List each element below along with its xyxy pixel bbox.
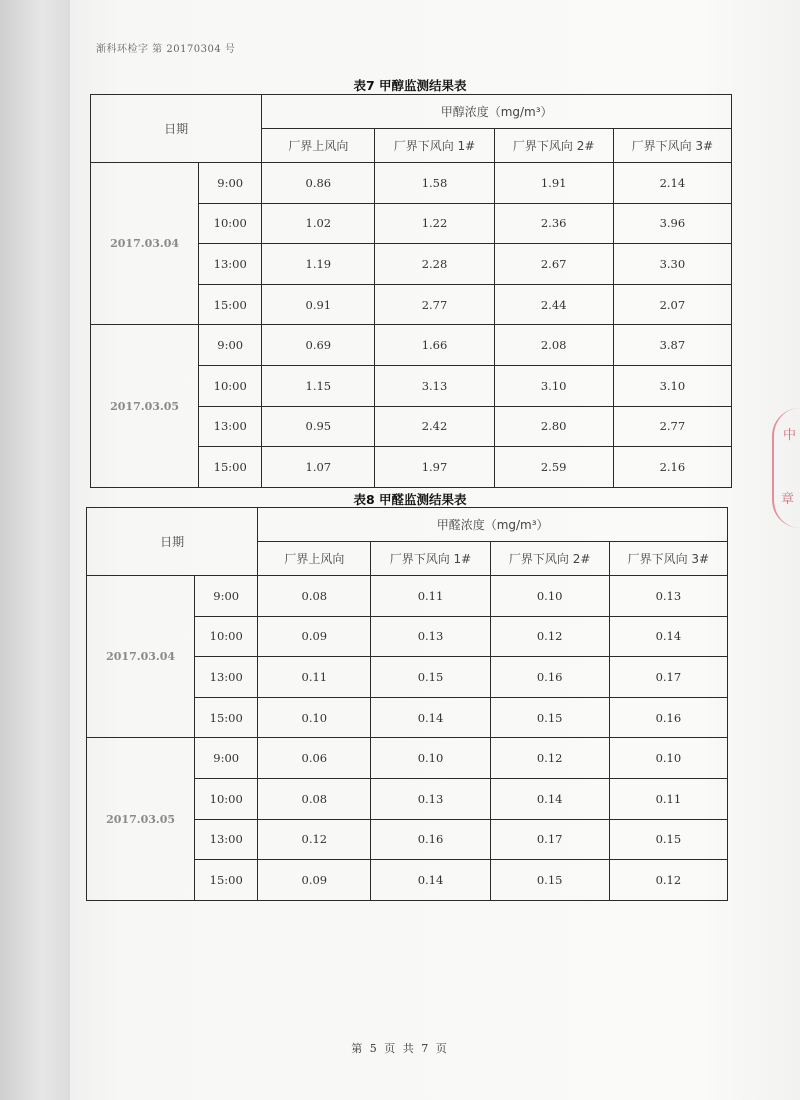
stamp-char-1: 中 bbox=[782, 428, 796, 443]
value-cell: 2.16 bbox=[613, 447, 731, 488]
table-row bbox=[87, 576, 728, 617]
value-cell: 3.10 bbox=[613, 365, 731, 406]
value-cell: 0.06 bbox=[258, 738, 371, 779]
value-cell: 0.13 bbox=[371, 778, 490, 819]
value-cell: 2.08 bbox=[494, 325, 613, 366]
column-header: 厂界下风向 3# bbox=[613, 129, 731, 163]
table-row bbox=[87, 738, 728, 779]
value-cell: 0.12 bbox=[258, 819, 371, 860]
value-cell: 3.96 bbox=[613, 203, 731, 244]
value-cell: 0.14 bbox=[371, 697, 490, 738]
value-cell: 0.12 bbox=[609, 860, 727, 901]
value-cell: 3.87 bbox=[613, 325, 731, 366]
value-cell: 0.14 bbox=[609, 616, 727, 657]
time-cell: 10:00 bbox=[199, 365, 262, 406]
time-cell: 10:00 bbox=[199, 203, 262, 244]
stamp-char-2: 章 bbox=[780, 492, 794, 507]
value-cell: 0.08 bbox=[258, 778, 371, 819]
value-cell: 1.91 bbox=[494, 163, 613, 204]
time-cell: 13:00 bbox=[199, 244, 262, 285]
value-cell: 0.16 bbox=[609, 697, 727, 738]
value-cell: 1.15 bbox=[262, 365, 375, 406]
column-header: 厂界下风向 2# bbox=[494, 129, 613, 163]
table-row bbox=[91, 163, 732, 204]
time-cell: 15:00 bbox=[195, 697, 258, 738]
binding-spine bbox=[0, 0, 70, 1100]
value-cell: 1.66 bbox=[375, 325, 494, 366]
time-cell: 10:00 bbox=[195, 616, 258, 657]
report-number-header: 渐科环检字 第 20170304 号 bbox=[96, 44, 236, 55]
page-footer: 第 5 页 共 7 页 bbox=[351, 1042, 449, 1055]
value-cell: 2.77 bbox=[613, 406, 731, 447]
value-cell: 1.97 bbox=[375, 447, 494, 488]
value-cell: 0.12 bbox=[490, 738, 609, 779]
value-cell: 0.86 bbox=[262, 163, 375, 204]
time-cell: 13:00 bbox=[195, 819, 258, 860]
value-cell: 3.10 bbox=[494, 365, 613, 406]
value-cell: 0.17 bbox=[490, 819, 609, 860]
value-cell: 3.13 bbox=[375, 365, 494, 406]
value-cell: 0.10 bbox=[258, 697, 371, 738]
value-cell: 2.67 bbox=[494, 244, 613, 285]
value-cell: 1.58 bbox=[375, 163, 494, 204]
value-cell: 0.12 bbox=[490, 616, 609, 657]
time-cell: 15:00 bbox=[199, 284, 262, 325]
column-header: 厂界下风向 3# bbox=[609, 542, 727, 576]
value-cell: 0.15 bbox=[490, 860, 609, 901]
value-cell: 1.07 bbox=[262, 447, 375, 488]
date-cell: 2017.03.04 bbox=[87, 576, 195, 738]
value-cell: 0.14 bbox=[490, 778, 609, 819]
header-row bbox=[91, 95, 732, 129]
time-cell: 10:00 bbox=[195, 778, 258, 819]
table8-caption: 表8 甲醛监测结果表 bbox=[353, 492, 467, 507]
value-cell: 0.16 bbox=[490, 657, 609, 698]
value-cell: 0.10 bbox=[371, 738, 490, 779]
concentration-group-header: 甲醛浓度（mg/m³） bbox=[258, 508, 728, 542]
value-cell: 0.15 bbox=[609, 819, 727, 860]
value-cell: 0.13 bbox=[609, 576, 727, 617]
value-cell: 2.14 bbox=[613, 163, 731, 204]
time-cell: 15:00 bbox=[195, 860, 258, 901]
value-cell: 0.09 bbox=[258, 860, 371, 901]
value-cell: 0.95 bbox=[262, 406, 375, 447]
value-cell: 0.13 bbox=[371, 616, 490, 657]
formaldehyde-results-table bbox=[86, 507, 728, 901]
value-cell: 2.80 bbox=[494, 406, 613, 447]
time-cell: 9:00 bbox=[199, 325, 262, 366]
value-cell: 0.15 bbox=[490, 697, 609, 738]
methanol-results-table bbox=[90, 94, 732, 488]
column-header: 厂界下风向 1# bbox=[375, 129, 494, 163]
date-cell: 2017.03.04 bbox=[91, 163, 199, 325]
date-cell: 2017.03.05 bbox=[87, 738, 195, 900]
value-cell: 0.10 bbox=[609, 738, 727, 779]
column-header: 厂界上风向 bbox=[262, 129, 375, 163]
table7-caption: 表7 甲醇监测结果表 bbox=[353, 78, 467, 93]
value-cell: 3.30 bbox=[613, 244, 731, 285]
column-header: 厂界下风向 2# bbox=[490, 542, 609, 576]
time-cell: 15:00 bbox=[199, 447, 262, 488]
value-cell: 2.44 bbox=[494, 284, 613, 325]
time-cell: 9:00 bbox=[195, 738, 258, 779]
table-row bbox=[91, 325, 732, 366]
concentration-group-header: 甲醇浓度（mg/m³） bbox=[262, 95, 732, 129]
date-cell: 2017.03.05 bbox=[91, 325, 199, 487]
time-cell: 9:00 bbox=[195, 576, 258, 617]
column-header: 厂界上风向 bbox=[258, 542, 371, 576]
value-cell: 0.15 bbox=[371, 657, 490, 698]
header-row bbox=[87, 508, 728, 542]
time-cell: 9:00 bbox=[199, 163, 262, 204]
time-cell: 13:00 bbox=[195, 657, 258, 698]
value-cell: 2.42 bbox=[375, 406, 494, 447]
value-cell: 1.22 bbox=[375, 203, 494, 244]
value-cell: 2.28 bbox=[375, 244, 494, 285]
date-column-header: 日期 bbox=[87, 508, 258, 576]
value-cell: 1.19 bbox=[262, 244, 375, 285]
value-cell: 0.91 bbox=[262, 284, 375, 325]
value-cell: 2.07 bbox=[613, 284, 731, 325]
value-cell: 0.11 bbox=[371, 576, 490, 617]
value-cell: 0.10 bbox=[490, 576, 609, 617]
value-cell: 0.14 bbox=[371, 860, 490, 901]
value-cell: 0.11 bbox=[258, 657, 371, 698]
value-cell: 0.09 bbox=[258, 616, 371, 657]
value-cell: 0.16 bbox=[371, 819, 490, 860]
date-column-header: 日期 bbox=[91, 95, 262, 163]
value-cell: 2.59 bbox=[494, 447, 613, 488]
value-cell: 0.17 bbox=[609, 657, 727, 698]
value-cell: 0.69 bbox=[262, 325, 375, 366]
value-cell: 1.02 bbox=[262, 203, 375, 244]
column-header: 厂界下风向 1# bbox=[371, 542, 490, 576]
value-cell: 2.36 bbox=[494, 203, 613, 244]
time-cell: 13:00 bbox=[199, 406, 262, 447]
value-cell: 0.11 bbox=[609, 778, 727, 819]
value-cell: 0.08 bbox=[258, 576, 371, 617]
value-cell: 2.77 bbox=[375, 284, 494, 325]
